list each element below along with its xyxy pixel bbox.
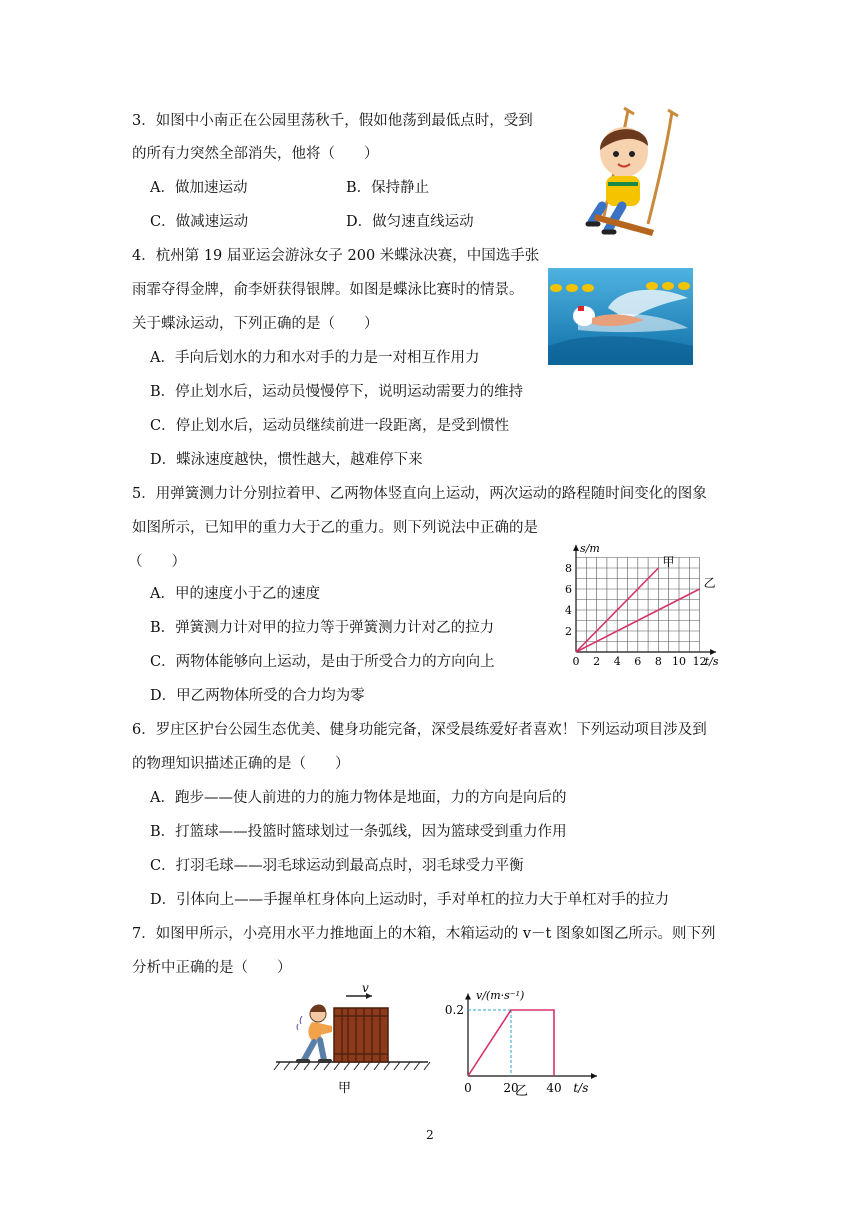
q6-option-b[interactable]: B．打篮球——投篮时篮球划过一条弧线，因为篮球受到重力作用: [150, 824, 567, 840]
q3-option-b[interactable]: B．保持静止: [346, 180, 430, 196]
y-tick-label: 8: [565, 562, 572, 575]
q6-line-1: 6．罗庄区护台公园生态优美、健身功能完备，深受晨练爱好者喜欢！下列运动项目涉及到: [132, 722, 707, 738]
q3-option-d[interactable]: D．做匀速直线运动: [346, 214, 474, 230]
x-tick-label: 40: [546, 1081, 562, 1095]
y-axis-label: s/m: [580, 542, 600, 555]
x-tick-label: 2: [593, 655, 601, 668]
q6-option-c[interactable]: C．打羽毛球——羽毛球运动到最高点时，羽毛球受力平衡: [150, 858, 524, 874]
y-axis-arrow: [573, 545, 579, 551]
page-number: 2: [426, 1128, 434, 1142]
boy-pushing-crate-figure: [268, 980, 432, 1098]
y-tick-label: 4: [565, 604, 572, 617]
q5-line-3: （ ）: [128, 554, 186, 570]
series-label-乙: 乙: [703, 576, 716, 590]
q4-option-a[interactable]: A．手向后划水的力和水对手的力是一对相互作用力: [150, 350, 480, 366]
q4-option-c[interactable]: C．停止划水后，运动员继续前进一段距离，是受到惯性: [150, 418, 510, 434]
y-tick-label: 6: [565, 583, 572, 596]
q6-line-2: 的物理知识描述正确的是（ ）: [132, 756, 350, 772]
s-t-graph: [560, 540, 736, 670]
swing-boy-illustration: [582, 106, 694, 240]
q3-option-a[interactable]: A．做加速运动: [150, 180, 248, 196]
y-axis-arrow: [465, 994, 471, 1000]
v-t-graph: [442, 988, 612, 1096]
x-tick-label: 0: [572, 655, 580, 668]
x-tick-label: 4: [613, 655, 621, 668]
y-axis-label: v/(m·s⁻¹): [476, 989, 525, 1002]
q5-option-d[interactable]: D．甲乙两物体所受的合力均为零: [150, 688, 365, 704]
y-tick-label: 0.2: [444, 1003, 464, 1017]
q5-option-c[interactable]: C．两物体能够向上运动，是由于所受合力的方向向上: [150, 654, 495, 670]
x-axis-label: t/s: [573, 1081, 589, 1095]
q3-line-2: 的所有力突然全部消失，他将（ ）: [132, 146, 379, 162]
series-label-甲: 甲: [662, 555, 675, 569]
q4-line-3: 关于蝶泳运动，下列正确的是（ ）: [132, 316, 379, 332]
q5-option-b[interactable]: B．弹簧测力计对甲的拉力等于弹簧测力计对乙的拉力: [150, 620, 495, 636]
q4-line-1: 4．杭州第 19 届亚运会游泳女子 200 米蝶泳决赛，中国选手张: [132, 248, 540, 264]
q3-option-c[interactable]: C．做减速运动: [150, 214, 249, 230]
x-tick-label: 0: [464, 1081, 472, 1095]
q4-option-b[interactable]: B．停止划水后，运动员慢慢停下，说明运动需要力的维持: [150, 384, 524, 400]
x-tick-label: 8: [654, 655, 662, 668]
y-tick-label: 2: [565, 625, 572, 638]
q7-line-1: 7．如图甲所示，小亮用水平力推地面上的木箱，木箱运动的 v－t 图象如图乙所示。则下列: [132, 926, 716, 942]
figure-jia-caption: 甲: [338, 1081, 352, 1096]
q6-option-a[interactable]: A．跑步——使人前进的力的施力物体是地面，力的方向是向后的: [150, 790, 567, 806]
q4-option-d[interactable]: D．蝶泳速度越快，惯性越大，越难停下来: [150, 452, 423, 468]
q6-option-d[interactable]: D．引体向上——手握单杠身体向上运动时，手对单杠的拉力大于单杠对手的拉力: [150, 892, 670, 908]
velocity-arrow-label: v: [362, 981, 369, 995]
figure-yi-caption: 乙: [515, 1084, 529, 1096]
q3-line-1: 3．如图中小南正在公园里荡秋千，假如他荡到最低点时，受到: [132, 113, 533, 129]
q7-line-2: 分析中正确的是（ ）: [132, 960, 292, 976]
x-tick-label: 6: [634, 655, 642, 668]
x-tick-label: 10: [672, 655, 686, 668]
x-tick-label: 20: [503, 1081, 519, 1095]
x-axis-arrow: [591, 1073, 597, 1079]
q5-line-1: 5．用弹簧测力计分别拉着甲、乙两物体竖直向上运动，两次运动的路程随时间变化的图象: [132, 486, 707, 502]
q5-option-a[interactable]: A．甲的速度小于乙的速度: [150, 586, 320, 602]
butterfly-swimmer-photo: [548, 268, 693, 365]
q4-line-2: 雨霏夺得金牌，俞李妍获得银牌。如图是蝶泳比赛时的情景。: [132, 282, 524, 298]
q5-line-2: 如图所示，已知甲的重力大于乙的重力。则下列说法中正确的是: [132, 520, 538, 536]
x-tick-label: 12: [692, 655, 707, 668]
x-axis-label: t/s: [704, 655, 719, 668]
